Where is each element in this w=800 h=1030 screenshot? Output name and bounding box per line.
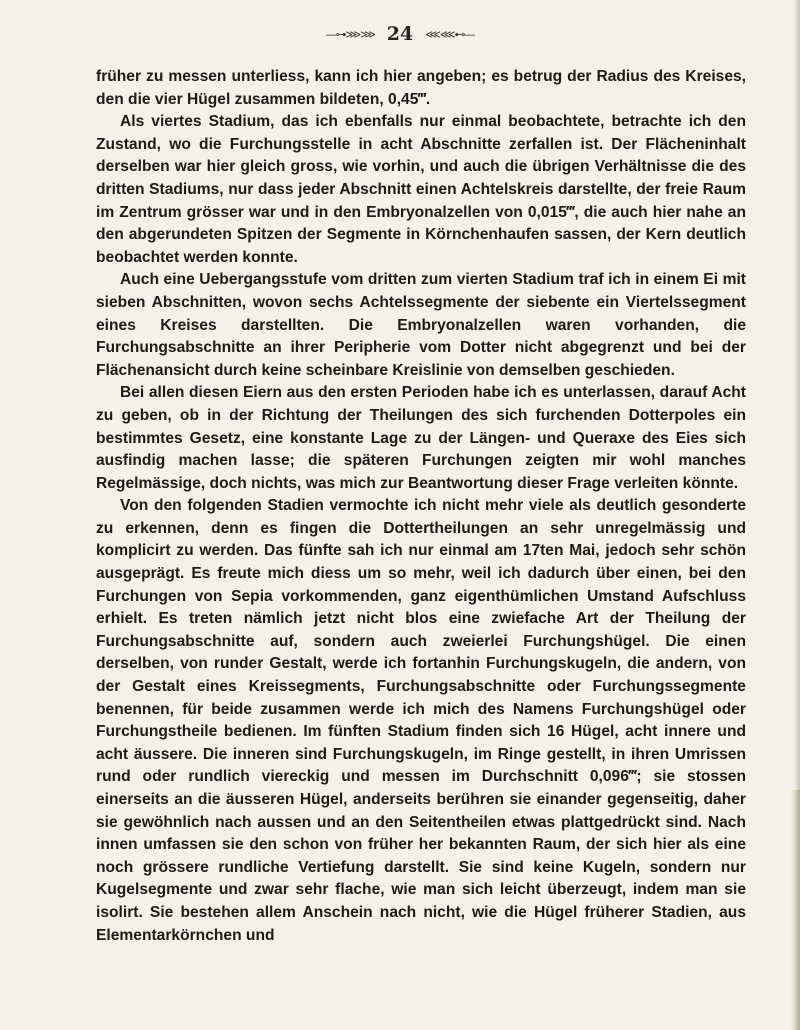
paragraph: Als viertes Stadium, das ich ebenfalls nur einmal beobachtete, betrachte ich den Zustand, wo die Furchungsstelle in acht Abschnitte zerfallen ist. Der Flächeninhalt derselben war hier gleich gross, wie vorhin, und auch die übrigen Verhältnisse die des dritten Stadiums, nur dass jeder Abschnitt einen Achtelskreis darstellte, der freie Raum im Zentrum grösser war und in den Embryonalzellen von 0,015‴, die auch hier nahe an den abgerundeten Spitzen der Segmente in Körnchenhaufen sassen, der Kern deutlich beobachtet werden konnte. [96, 113, 746, 266]
paragraph: Auch eine Uebergangsstufe vom dritten zum vierten Stadium traf ich in einem Ei mit sieben Abschnitten, wovon sechs Achtelssegmente der siebente ein Viertelssegment eines Kreises darstellten. Die Embryonalzellen waren vorhanden, die Furchungsabschnitte an ihrer Peripherie vom Dotter nicht abgegrenzt und bei der Flächenansicht durch keine scheinbare Kreislinie von demselben geschieden. [96, 271, 746, 379]
page-corner-shade [790, 790, 800, 1030]
page-number: 24 [386, 23, 414, 45]
paragraph: Bei allen diesen Eiern aus den ersten Perioden habe ich es unterlassen, darauf Acht zu geben, ob in der Richtung der Theilungen des sich furchenden Dotterpoles ein bestimmtes Gesetz, eine konstante Lage zu der Längen- und Queraxe des Eies sich ausfindig machen lasse; die späteren Furchungen zeigten mir wohl manches Regelmässige, doch nichts, was mich zur Beantwortung dieser Frage verleiten könnte. [96, 384, 746, 492]
ornament-left: —⊶⋙⋙ [325, 27, 375, 41]
paragraph: früher zu messen unterliess, kann ich hier angeben; es betrug der Radius des Kreises, den die vier Hügel zusammen bildeten, 0,45‴. [96, 68, 746, 108]
body-text [96, 66, 746, 947]
ornament-right: ⋘⋘⊷— [425, 27, 475, 41]
paragraph: Von den folgenden Stadien vermochte ich nicht mehr viele als deutlich gesonderte zu erkennen, denn es fingen die Dottertheilungen an sehr unregelmässig und komplicirt zu werden. Das fünfte sah ich nur einmal am 17ten Mai, jedoch sehr schön ausgeprägt. Es freute mich diess um so mehr, weil ich dadurch über einen, bei den Furchungen von Sepia vorkommenden, ganz eigenthümlichen Umstand Aufschluss erhielt. Es treten nämlich jetzt nicht blos eine zwiefache Art der Theilung der Furchungsabschnitte auf, sondern auch zweierlei Furchungshügel. Die einen derselben, von runder Gestalt, werde ich fortanhin Furchungskugeln, die andern, von der Gestalt eines Kreissegments, Furchungsabschnitte oder Furchungssegmente benennen, für beide zusammen werde ich mich des Namens Furchungshügel oder Furchungstheile bedienen. Im fünften Stadium finden sich 16 Hügel, acht innere und acht äussere. Die inneren sind Furchungskugeln, im Ringe gestellt, in ihren Umrissen rund oder rundlich viereckig und messen im Durchschnitt 0,096‴; sie stossen einerseits an die äusseren Hügel, anderseits berühren sie einander gegenseitig, daher sie gewöhnlich nach aussen und an den Seitentheilen etwas plattgedrückt sind. Nach innen umfassen sie den schon von früher her bekannten Raum, der sich hier als eine noch grössere rundliche Vertiefung darstellt. Sie sind keine Kugeln, sondern nur Kugelsegmente und zwar sehr flache, wie man sich leicht überzeugt, indem man sie isolirt. Sie bestehen allem Anschein nach nicht, wie die Hügel früherer Stadien, aus Elementarkörnchen und [96, 497, 746, 944]
page-header [0, 20, 800, 48]
